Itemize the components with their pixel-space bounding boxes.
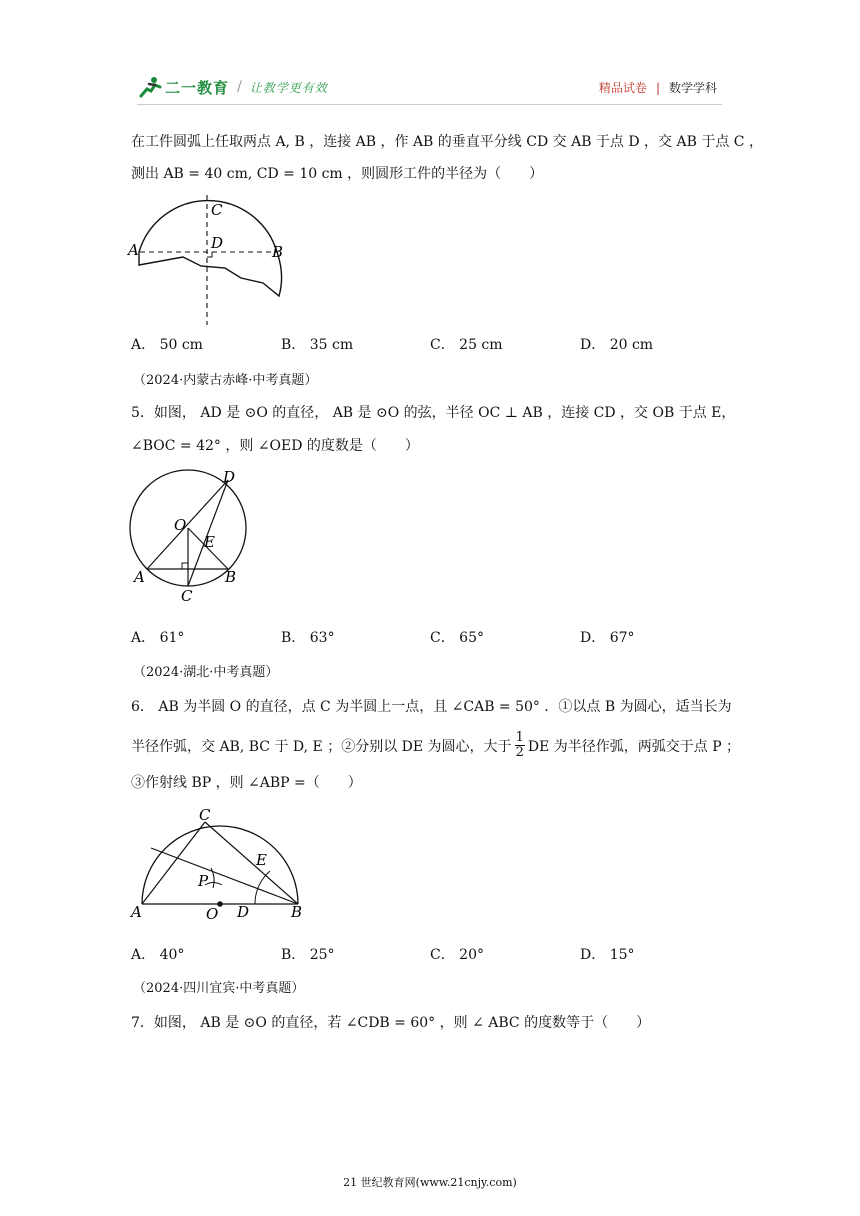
q6-text-line2-part1: 半径作弧，交 AB, BC 于 D, E ；②分别以 DE 为圆心，大于 — [131, 738, 512, 755]
q6-option-c: C． 20° — [430, 947, 484, 963]
q6-text-line1: 6． AB 为半圆 O 的直径，点 C 为半圆上一点，且 ∠CAB = 50° ．①以点 B 为圆心，适当长为 — [131, 699, 732, 715]
q5-circle-figure — [120, 468, 260, 608]
q6-label-p: P — [198, 872, 209, 890]
q6-fraction-denominator: 2 — [515, 745, 524, 760]
q6-option-d: D． 15° — [580, 947, 635, 963]
q6-text-line3: ③作射线 BP ，则 ∠ABP =（ ） — [131, 775, 362, 791]
header-rule — [137, 104, 722, 105]
q5-label-d: D — [223, 468, 236, 486]
page-footer: 21 世纪教育网(www.21cnjy.com) — [343, 1176, 517, 1189]
q5-option-d: D． 67° — [580, 630, 635, 646]
q4-workpiece-figure — [125, 195, 290, 330]
header-label-subject: 数学学科 — [668, 81, 717, 95]
q5-label-b: B — [225, 568, 237, 586]
q5-source: （2024·内蒙古赤峰·中考真题） — [133, 373, 318, 388]
q4-text-line2: 测出 AB = 40 cm, CD = 10 cm ，则圆形工件的半径为（ ） — [131, 166, 544, 182]
q4-label-d: D — [211, 234, 224, 252]
site-logo — [137, 76, 328, 98]
q4-option-c: C． 25 cm — [430, 337, 503, 353]
header-separator: | — [655, 80, 660, 95]
q5-label-o: O — [174, 516, 187, 534]
q6-fraction — [515, 731, 525, 760]
logo-text: 二一教育 — [165, 78, 230, 97]
q6-option-a: A． 40° — [131, 947, 185, 963]
q5-label-c: C — [181, 587, 193, 605]
q4-option-d: D． 20 cm — [580, 337, 654, 353]
q6-semicircle-figure — [125, 804, 315, 924]
q4-label-c: C — [211, 201, 223, 219]
logo-slogan: 让教学更有效 — [249, 80, 328, 95]
q4-option-a: A． 50 cm — [131, 337, 203, 353]
q6-label-a: A — [131, 903, 142, 921]
q4-text-line1: 在工件圆弧上任取两点 A, B ，连接 AB ，作 AB 的垂直平分线 CD 交 AB 于点 D ，交 AB 于点 C ， — [131, 134, 763, 150]
q7-text-line1: 7．如图， AB 是 ⊙O 的直径，若 ∠CDB = 60° ，则 ∠ ABC 的度数等于（ ） — [131, 1015, 651, 1031]
q6-label-c: C — [199, 806, 211, 824]
q6-label-o: O — [206, 905, 219, 923]
q6-label-d: D — [237, 903, 250, 921]
q7-source: （2024·四川宜宾·中考真题） — [133, 981, 305, 996]
q4-option-b: B． 35 cm — [281, 337, 354, 353]
logo-divider: / — [237, 79, 242, 95]
q6-label-e: E — [256, 851, 267, 869]
q6-source: （2024·湖北·中考真题） — [133, 665, 279, 680]
q5-option-a: A． 61° — [131, 630, 185, 646]
q5-label-e: E — [204, 533, 215, 551]
runner-logo-icon — [137, 76, 163, 98]
q6-fraction-numerator: 1 — [515, 730, 524, 745]
q5-option-c: C． 65° — [430, 630, 484, 646]
q5-option-b: B． 63° — [281, 630, 335, 646]
q5-text-line1: 5．如图， AD 是 ⊙O 的直径， AB 是 ⊙O 的弦，半径 OC ⊥ AB ，连接 CD ，交 OB 于点 E， — [131, 405, 736, 421]
q6-label-b: B — [291, 903, 303, 921]
q5-text-line2: ∠BOC = 42° ，则 ∠OED 的度数是（ ） — [131, 438, 419, 454]
q4-label-b: B — [272, 243, 284, 261]
header-label-premium: 精品试卷 — [598, 81, 647, 95]
q4-label-a: A — [128, 241, 139, 259]
q6-text-line2-part2: DE 为半径作弧，两弧交于点 P ； — [527, 738, 741, 755]
header-subject — [599, 79, 717, 96]
q5-label-a: A — [134, 568, 145, 586]
q6-text-line2 — [131, 731, 740, 760]
q6-option-b: B． 25° — [281, 947, 335, 963]
